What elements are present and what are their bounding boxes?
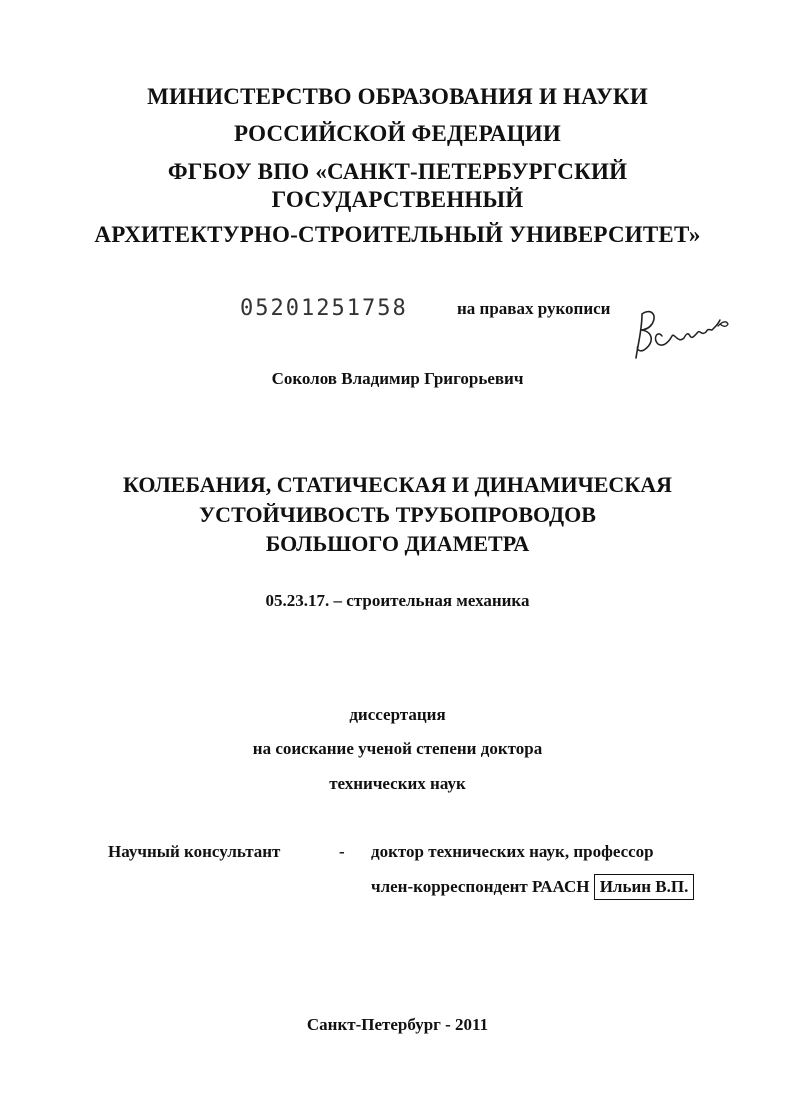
consultant-label: Научный консультант: [108, 842, 281, 861]
consultant-name-box: Ильин В.П.: [594, 874, 695, 900]
specialty-code: 05.23.17. – строительная механика: [265, 591, 530, 610]
author-name: Соколов Владимир Григорьевич: [271, 369, 524, 388]
consultant-title-line-1: доктор технических наук, профессор: [371, 842, 654, 861]
dissertation-title-line-1: КОЛЕБАНИЯ, СТАТИЧЕСКАЯ И ДИНАМИЧЕСКАЯ: [122, 472, 673, 497]
city-year: Санкт-Петербург - 2011: [306, 1015, 489, 1034]
consultant-title-line-2: [371, 877, 694, 897]
dissertation-title-line-2: УСТОЙЧИВОСТЬ ТРУБОПРОВОДОВ: [199, 502, 596, 527]
degree-line-1: диссертация: [349, 705, 446, 724]
university-line-1: ФГБОУ ВПО «САНКТ-ПЕТЕРБУРГСКИЙ: [167, 159, 628, 184]
university-line-2: ГОСУДАРСТВЕННЫЙ: [271, 187, 524, 212]
ministry-line-1: МИНИСТЕРСТВО ОБРАЗОВАНИЯ И НАУКИ: [147, 84, 648, 109]
university-line-3: АРХИТЕКТУРНО-СТРОИТЕЛЬНЫЙ УНИВЕРСИТЕТ»: [94, 222, 701, 247]
consultant-membership: член-корреспондент РААСН: [371, 877, 590, 896]
handwritten-signature: [628, 300, 733, 362]
consultant-dash: -: [339, 842, 345, 861]
ministry-line-2: РОССИЙСКОЙ ФЕДЕРАЦИИ: [234, 121, 561, 146]
dissertation-title-line-3: БОЛЬШОГО ДИАМЕТРА: [265, 531, 530, 556]
manuscript-note: на правах рукописи: [457, 299, 611, 318]
degree-line-2: на соискание ученой степени доктора: [252, 739, 543, 758]
degree-line-3: технических наук: [329, 774, 466, 793]
registry-stamp: 05201251758: [240, 296, 408, 321]
